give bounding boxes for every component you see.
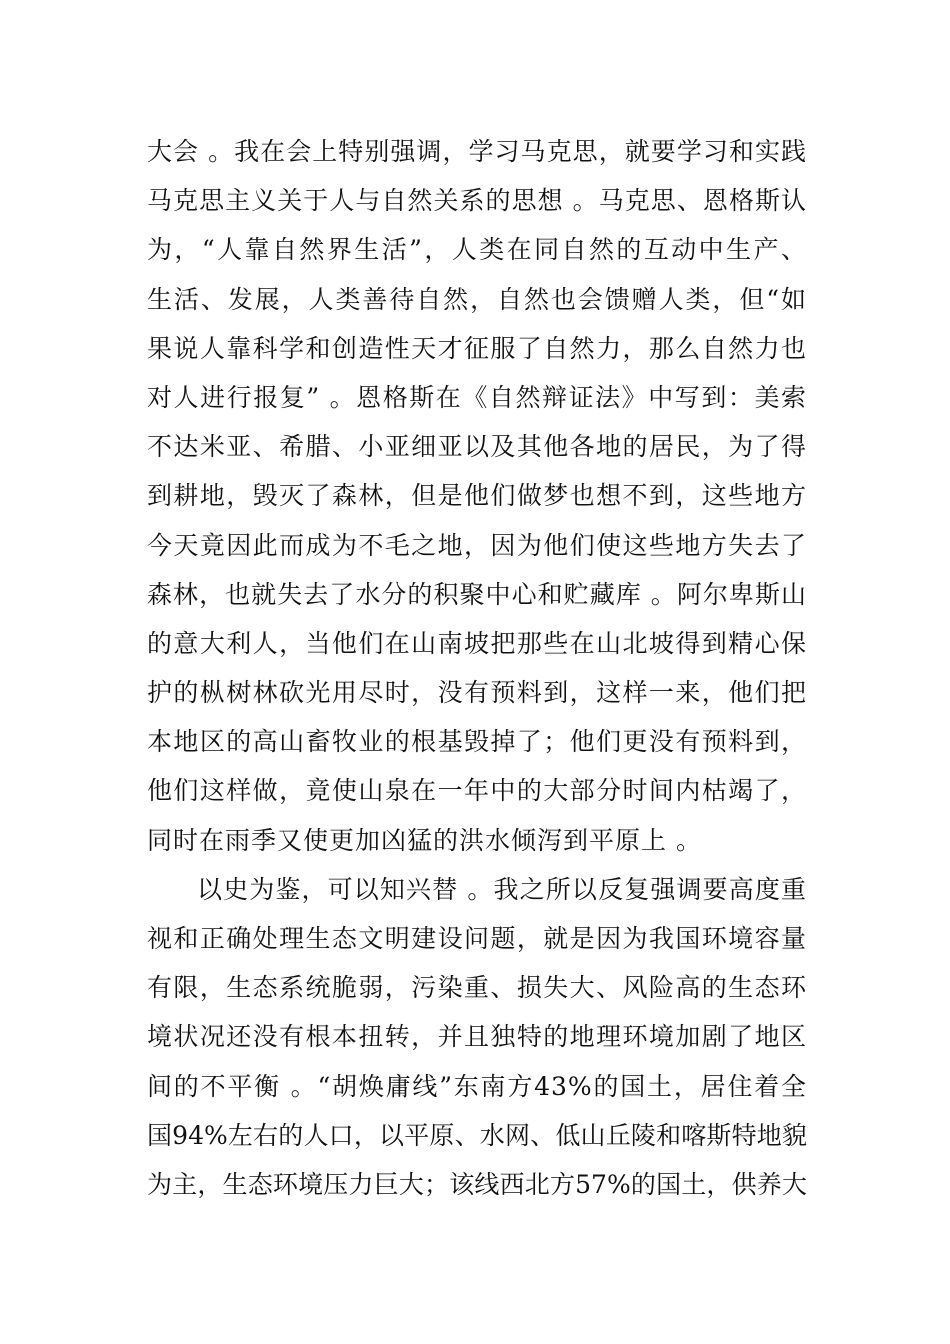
text-line-8: 到耕地，毁灭了森林，但是他们做梦也想不到，这些地方 bbox=[147, 481, 807, 511]
text-line-3: 为，“人靠自然界生活”，人类在同自然的互动中生产、 bbox=[147, 235, 807, 265]
text-line-11: 的意大利人，当他们在山南坡把那些在山北坡得到精心保 bbox=[147, 628, 807, 658]
text-line-19: 境状况还没有根本扭转，并且独特的地理环境加剧了地区 bbox=[147, 1022, 807, 1052]
text-line-9: 今天竟因此而成为不毛之地，因为他们使这些地方失去了 bbox=[147, 530, 807, 560]
text-line-2: 马克思主义关于人与自然关系的思想 。马克思、恩格斯认 bbox=[147, 186, 807, 216]
text-line-22: 为主，生态环境压力巨大；该线西北方57%的国土，供养大 bbox=[147, 1169, 807, 1199]
text-line-10: 森林，也就失去了水分的积聚中心和贮藏库 。阿尔卑斯山 bbox=[147, 579, 807, 609]
text-line-13: 本地区的高山畜牧业的根基毁掉了；他们更没有预料到， bbox=[147, 727, 807, 757]
body-text bbox=[147, 127, 807, 1209]
text-line-18: 有限，生态系统脆弱，污染重、损失大、风险高的生态环 bbox=[147, 973, 807, 1003]
text-line-14: 他们这样做，竟使山泉在一年中的大部分时间内枯竭了， bbox=[147, 776, 807, 806]
text-line-21: 国94%左右的人口，以平原、水网、低山丘陵和喀斯特地貌 bbox=[147, 1120, 807, 1150]
text-line-20: 间的不平衡 。“胡焕庸线”东南方43%的国土，居住着全 bbox=[147, 1071, 807, 1101]
text-line-17: 视和正确处理生态文明建设问题，就是因为我国环境容量 bbox=[147, 924, 807, 953]
text-line-12: 护的枞树林砍光用尽时，没有预料到，这样一来，他们把 bbox=[147, 678, 807, 708]
text-line-16: 以史为鉴，可以知兴替 。我之所以反复强调要高度重 bbox=[197, 874, 807, 904]
text-line-4: 生活、发展，人类善待自然，自然也会馈赠人类，但“如 bbox=[147, 284, 807, 314]
text-line-7: 不达米亚、希腊、小亚细亚以及其他各地的居民，为了得 bbox=[147, 432, 807, 462]
text-line-15: 同时在雨季又使更加凶猛的洪水倾泻到平原上 。 bbox=[147, 825, 702, 855]
text-line-1: 大会 。我在会上特别强调，学习马克思，就要学习和实践 bbox=[147, 137, 807, 166]
text-line-6: 对人进行报复” 。恩格斯在《自然辩证法》中写到：美索 bbox=[147, 382, 807, 412]
text-line-5: 果说人靠科学和创造性天才征服了自然力，那么自然力也 bbox=[147, 333, 807, 363]
